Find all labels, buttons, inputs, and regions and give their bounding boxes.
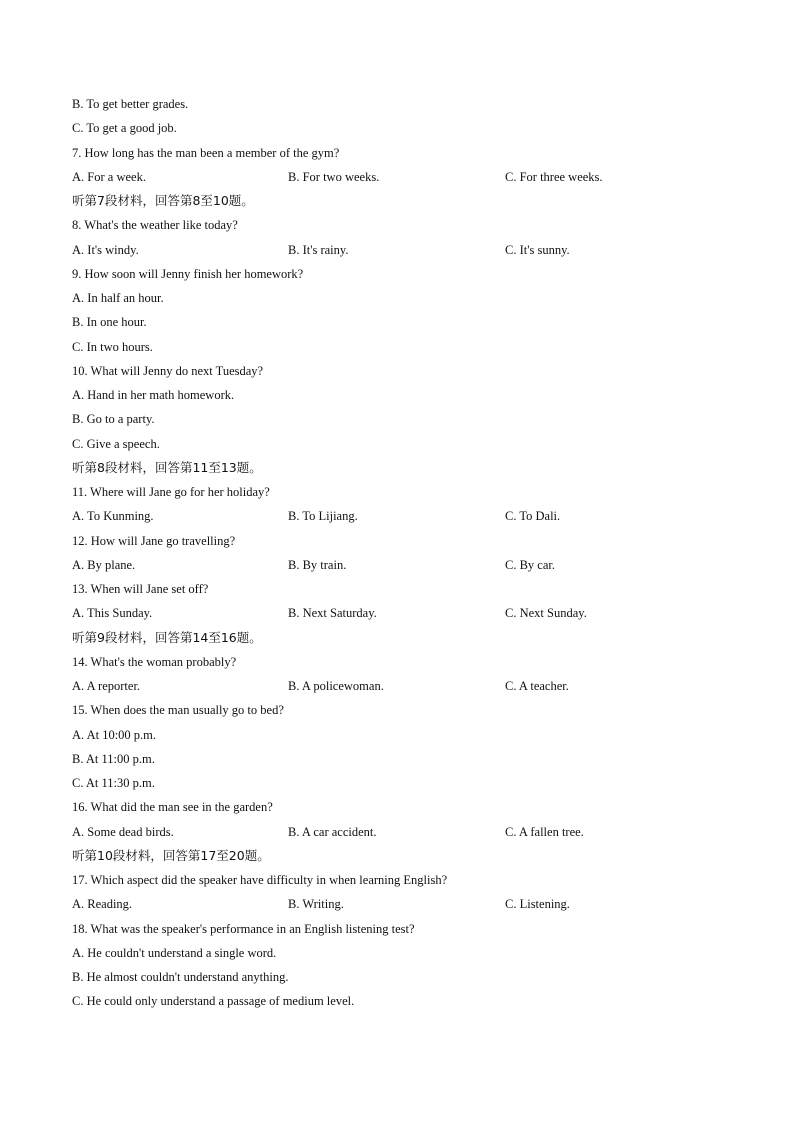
option-c: C. A teacher. [505, 679, 569, 693]
answer-option: C. He could only understand a passage of medium level. [72, 994, 355, 1009]
section-heading: 听第8段材料，回答第11至13题。 [72, 459, 262, 475]
option-b: B. A policewoman. [288, 679, 384, 693]
answer-option: C. To get a good job. [72, 121, 177, 136]
option-c: C. To Dali. [505, 509, 561, 524]
option-a: A. For a week. [72, 169, 146, 184]
answer-option: B. Go to a party. [72, 412, 155, 427]
option-b: B. To Lijiang. [288, 509, 358, 524]
option-a: A. To Kunming. [72, 509, 154, 524]
option-a: A. A reporter. [72, 679, 141, 693]
question-text: 12. How will Jane go travelling? [72, 533, 236, 548]
option-a: A. By plane. [72, 557, 136, 572]
option-b: B. It's rainy. [288, 242, 349, 257]
option-b: B. By train. [288, 557, 347, 572]
answer-option: C. At 11:30 p.m. [72, 776, 155, 790]
option-c: C. It's sunny. [505, 242, 570, 257]
question-text: 14. What's the woman probably? [72, 654, 237, 669]
option-b: B. Writing. [288, 897, 344, 912]
answer-option: A. Hand in her math homework. [72, 388, 235, 402]
option-b: B. A car accident. [288, 824, 377, 839]
section-heading: 听第10段材料，回答第17至20题。 [72, 847, 270, 863]
option-c: C. For three weeks. [505, 169, 603, 184]
section-heading: 听第9段材料，回答第14至16题。 [72, 629, 262, 645]
question-text: 11. Where will Jane go for her holiday? [72, 485, 270, 499]
option-c: C. A fallen tree. [505, 824, 584, 839]
question-text: 13. When will Jane set off? [72, 582, 209, 596]
answer-option: B. He almost couldn't understand anything. [72, 970, 289, 984]
answer-option: A. In half an hour. [72, 291, 164, 305]
option-a: A. It's windy. [72, 242, 139, 257]
question-text: 10. What will Jenny do next Tuesday? [72, 363, 264, 378]
question-text: 16. What did the man see in the garden? [72, 800, 273, 815]
option-c: C. Next Sunday. [505, 606, 587, 621]
question-text: 18. What was the speaker's performance in an English listening test? [72, 921, 415, 936]
answer-option: C. In two hours. [72, 339, 153, 354]
answer-option: C. Give a speech. [72, 436, 160, 451]
option-a: A. This Sunday. [72, 606, 153, 621]
option-b: B. For two weeks. [288, 169, 380, 184]
section-heading: 听第7段材料，回答第8至10题。 [72, 193, 254, 208]
question-text: 17. Which aspect did the speaker have difficulty in when learning English? [72, 873, 448, 887]
option-c: C. Listening. [505, 897, 570, 912]
option-a: A. Reading. [72, 897, 133, 912]
option-b: B. Next Saturday. [288, 606, 377, 621]
answer-option: A. At 10:00 p.m. [72, 727, 157, 742]
answer-option: B. In one hour. [72, 315, 147, 330]
option-a: A. Some dead birds. [72, 824, 174, 839]
question-text: 15. When does the man usually go to bed? [72, 703, 284, 718]
question-text: 7. How long has the man been a member of the gym? [72, 145, 340, 160]
answer-option: B. At 11:00 p.m. [72, 751, 155, 766]
answer-option: B. To get better grades. [72, 97, 189, 111]
question-text: 9. How soon will Jenny finish her homework? [72, 266, 304, 281]
answer-option: A. He couldn't understand a single word. [72, 945, 277, 960]
question-text: 8. What's the weather like today? [72, 218, 238, 233]
option-c: C. By car. [505, 557, 555, 572]
